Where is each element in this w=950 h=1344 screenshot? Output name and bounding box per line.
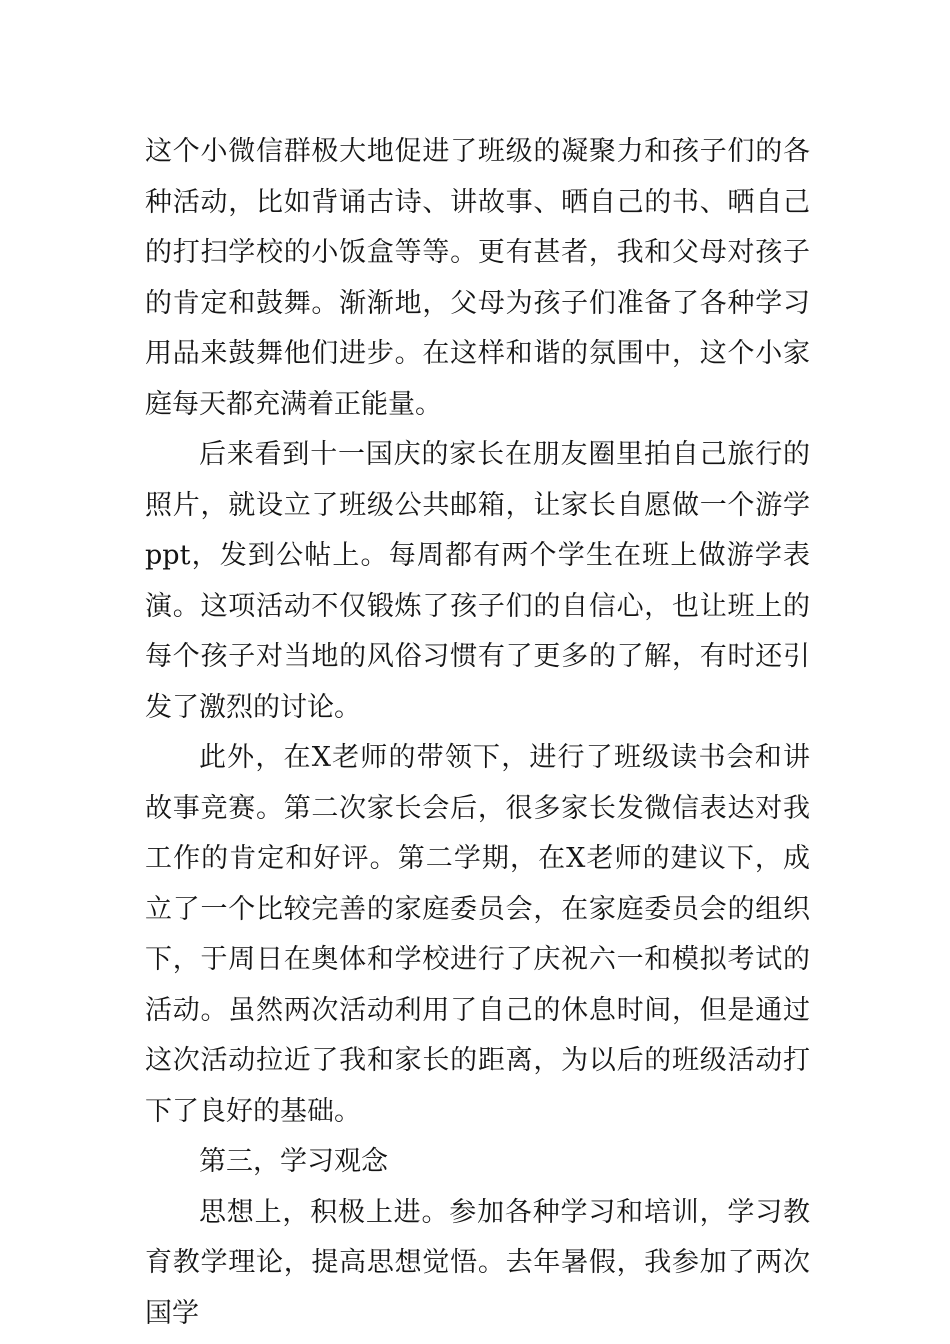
paragraph-travel-ppt: 后来看到十一国庆的家长在朋友圈里拍自己旅行的照片，就设立了班级公共邮箱，让家长自愿做一个游学ppt，发到公帖上。每周都有两个学生在班上做游学表演。这项活动不仅锻炼了孩子们的自信心，也让班上的每个孩子对当地的风俗习惯有了更多的了解，有时还引发了激烈的讨论。 (145, 439, 810, 723)
paragraph-thought: 思想上，积极上进。参加各种学习和培训，学习教育教学理论，提高思想觉悟。去年暑假，我参加了两次国学 (145, 1196, 810, 1329)
document-body (145, 127, 810, 1339)
section-heading-learning: 第三，学习观念 (199, 1146, 388, 1177)
paragraph-group-chat: 这个小微信群极大地促进了班级的凝聚力和孩子们的各种活动，比如背诵古诗、讲故事、晒自己的书、晒自己的打扫学校的小饭盒等等。更有甚者，我和父母对孩子的肯定和鼓舞。渐渐地，父母为孩子们准备了各种学习用品来鼓舞他们进步。在这样和谐的氛围中，这个小家庭每天都充满着正能量。 (145, 136, 810, 420)
paragraph-reading-club: 此外，在X老师的带领下，进行了班级读书会和讲故事竞赛。第二次家长会后，很多家长发微信表达对我工作的肯定和好评。第二学期，在X老师的建议下，成立了一个比较完善的家庭委员会，在家庭委员会的组织下，于周日在奥体和学校进行了庆祝六一和模拟考试的活动。虽然两次活动利用了自己的休息时间，但是通过这次活动拉近了我和家长的距离，为以后的班级活动打下了良好的基础。 (145, 742, 810, 1127)
